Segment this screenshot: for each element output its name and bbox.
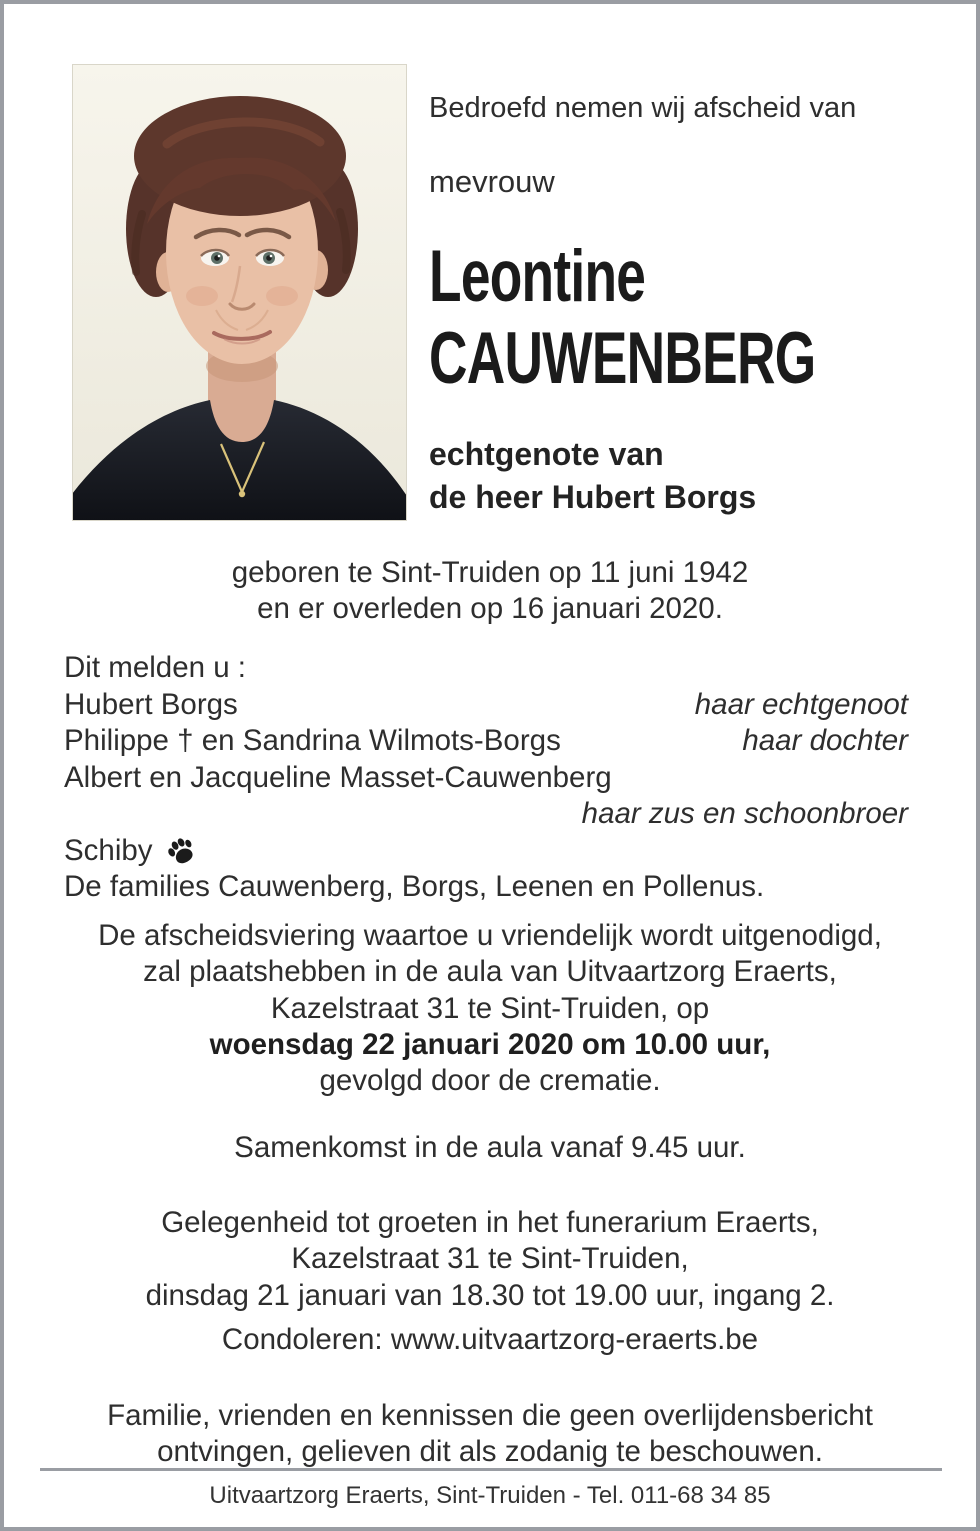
relative-name: Hubert Borgs: [64, 687, 238, 721]
paw-icon: [165, 835, 196, 866]
pet-name: Schiby: [64, 833, 153, 867]
ceremony-line-1: De afscheidsviering waartoe u vriendelijk wordt uitgenodigd,: [98, 919, 882, 952]
relative-relation: haar echtgenoot: [694, 687, 908, 721]
visitation-line-1: Gelegenheid tot groeten in het funerarium Eraerts,: [161, 1206, 819, 1239]
notice-block: [4, 1398, 976, 1471]
relative-row-pet: [64, 833, 908, 870]
deceased-first-name: Leontine: [429, 236, 646, 317]
condolences-line: Condoleren: www.uitvaartzorg-eraerts.be: [221, 1323, 759, 1356]
death-line: en er overleden op 16 januari 2020.: [257, 592, 723, 626]
relative-name: Philippe † en Sandrina Wilmots-Borgs: [64, 724, 561, 757]
gathering-line: Samenkomst in de aula vanaf 9.45 uur.: [234, 1131, 746, 1164]
visitation-line-2: Kazelstraat 31 te Sint-Truiden,: [291, 1242, 689, 1276]
birth-line: geboren te Sint-Truiden op 11 juni 1942: [231, 556, 749, 589]
ceremony-line-2: zal plaatshebben in de aula van Uitvaartzorg Eraerts,: [143, 955, 837, 989]
announcement-block: [64, 650, 908, 906]
relative-row: [64, 687, 908, 724]
relative-row: [64, 796, 908, 833]
relative-name: Albert en Jacqueline Masset-Cauwenberg: [64, 760, 612, 794]
life-dates: [4, 555, 976, 628]
notice-line-2: ontvingen, gelieven dit als zodanig te beschouwen.: [157, 1435, 823, 1469]
notice-line-1: Familie, vrienden en kennissen die geen overlijdensbericht: [107, 1399, 873, 1432]
ceremony-line-5: gevolgd door de crematie.: [319, 1064, 661, 1098]
spouse-intro: echtgenote van: [429, 436, 664, 472]
relative-relation: haar zus en schoonbroer: [581, 797, 908, 830]
relative-relation: haar dochter: [742, 724, 908, 757]
visitation-block: [4, 1205, 976, 1314]
visitation-line-3: dinsdag 21 januari van 18.30 tot 19.00 uur, ingang 2.: [145, 1278, 835, 1312]
portrait-illustration: [72, 64, 407, 521]
announcement-heading: Dit melden u :: [64, 651, 246, 684]
deceased-last-name: CAUWENBERG: [429, 318, 816, 399]
spouse-name: de heer Hubert Borgs: [429, 479, 757, 515]
salutation: mevrouw: [429, 164, 555, 199]
opening-line: Bedroefd nemen wij afscheid van: [429, 92, 857, 124]
ceremony-block: [4, 918, 976, 1099]
families-line: De families Cauwenberg, Borgs, Leenen en Pollenus.: [64, 870, 765, 903]
ceremony-datetime: woensdag 22 januari 2020 om 10.00 uur,: [209, 1027, 771, 1061]
ceremony-line-3: Kazelstraat 31 te Sint-Truiden, op: [270, 991, 710, 1025]
portrait-photo: [72, 64, 407, 521]
intro-column: [429, 64, 980, 524]
footer-line: Uitvaartzorg Eraerts, Sint-Truiden - Tel. 011-68 34 85: [209, 1482, 771, 1509]
divider-rule: [40, 1468, 942, 1471]
relative-row: [64, 760, 908, 797]
relative-row: [64, 723, 908, 760]
